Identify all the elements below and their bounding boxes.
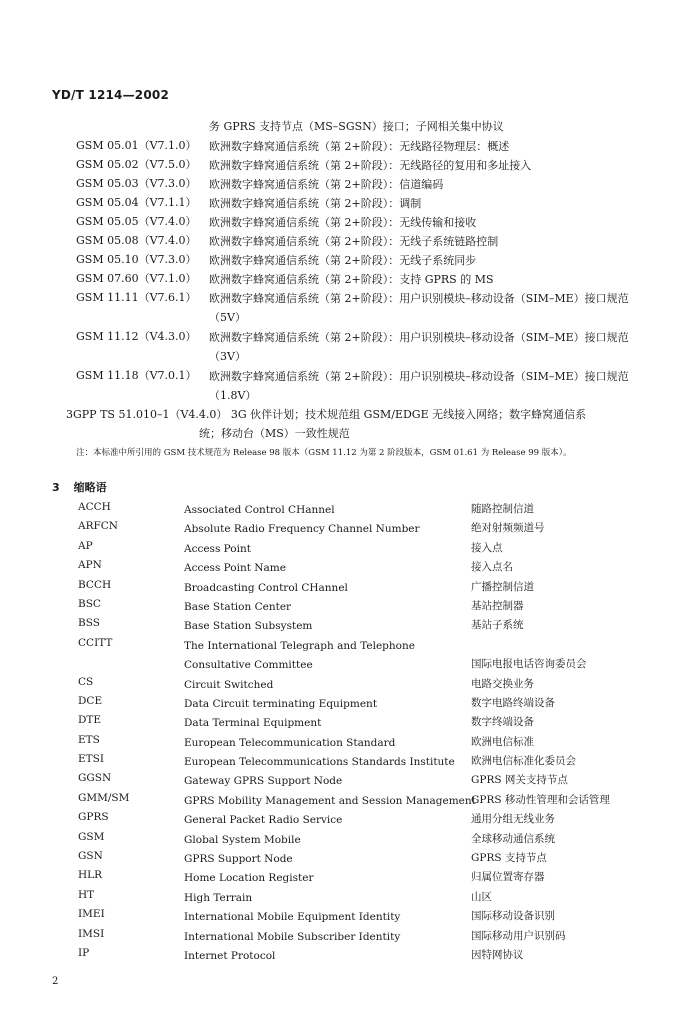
- abbreviation-code: AP: [78, 539, 93, 552]
- abbreviation-code: CS: [78, 675, 94, 688]
- abbreviation-chinese-term: 全球移动通信系统: [471, 832, 555, 845]
- abbreviation-chinese-term: 归属位置寄存器: [471, 871, 545, 884]
- abbreviation-full-term: The International Telegraph and Telephone Consultative Committee: [184, 639, 415, 672]
- abbreviation-chinese-term: 数字电路终端设备: [471, 696, 555, 709]
- reference-title: 欧洲数字蜂窝通信系统（第 2+阶段）：用户识别模块–移动设备（SIM–ME）接口规范（1.8V）: [209, 370, 629, 402]
- abbreviation-row: [78, 792, 668, 811]
- reference-code: GSM 07.60（V7.1.0）: [76, 272, 197, 285]
- abbreviation-row: [78, 617, 668, 636]
- abbreviation-full-term: Access Point Name: [184, 562, 286, 575]
- abbreviation-full-term: Access Point: [184, 542, 251, 555]
- abbreviation-code: DTE: [78, 714, 102, 727]
- section-title: 缩略语: [73, 481, 107, 494]
- abbreviation-chinese-term: 欧洲电信标准化委员会: [471, 755, 576, 768]
- abbreviation-full-term: International Mobile Equipment Identity: [184, 911, 401, 924]
- abbreviation-full-term: Data Terminal Equipment: [184, 717, 322, 730]
- abbreviation-chinese-term: 因特网协议: [471, 949, 524, 961]
- reference-code: GSM 05.03（V7.3.0）: [76, 177, 197, 190]
- abbreviation-code: GSM: [78, 830, 105, 843]
- abbreviation-row: [78, 947, 668, 966]
- reference-title: 欧洲数字蜂窝通信系统（第 2+阶段）：无线子系统链路控制: [209, 235, 499, 248]
- abbreviation-row: [78, 540, 668, 559]
- abbreviation-row: [78, 520, 668, 539]
- abbreviation-row: [78, 501, 668, 520]
- abbreviation-code: BCCH: [78, 578, 112, 591]
- abbreviation-code: ETS: [78, 733, 100, 746]
- abbreviation-row: [78, 579, 668, 598]
- reference-continuation-line: 务 GPRS 支持节点（MS–SGSN）接口；子网相关集中协议: [209, 120, 504, 133]
- abbreviation-row: [78, 559, 668, 578]
- reference-title: 欧洲数字蜂窝通信系统（第 2+阶段）：用户识别模块–移动设备（SIM–ME）接口规范（3V）: [209, 331, 629, 363]
- abbreviation-full-term: International Mobile Subscriber Identity: [184, 930, 401, 943]
- reference-code: GSM 11.12（V4.3.0）: [76, 330, 197, 343]
- reference-title: 欧洲数字蜂窝通信系统（第 2+阶段）：调制: [209, 197, 422, 210]
- abbreviation-code: HLR: [78, 869, 103, 882]
- abbreviation-code: GPRS: [78, 811, 109, 824]
- section-heading: [52, 479, 107, 495]
- abbreviation-row: [78, 734, 668, 753]
- abbreviation-full-term: High Terrain: [184, 891, 253, 904]
- abbreviation-row: [78, 772, 668, 791]
- reference-code: GSM 11.11（V7.6.1）: [76, 291, 197, 304]
- abbreviation-full-term: GPRS Mobility Management and Session Management: [184, 794, 476, 807]
- abbreviation-chinese-term: 接入点: [471, 541, 503, 554]
- abbreviation-row: [78, 908, 668, 927]
- abbreviation-chinese-term: 通用分组无线业务: [471, 813, 555, 826]
- reference-title-line2: 统；移动台（MS）一致性规范: [199, 427, 350, 440]
- abbreviation-code: GSN: [78, 850, 103, 863]
- reference-item-3gpp: [66, 406, 656, 440]
- abbreviation-full-term: Absolute Radio Frequency Channel Number: [184, 523, 420, 536]
- abbreviation-chinese-term: 国际移动设备识别: [471, 910, 555, 923]
- abbreviation-full-term: Base Station Center: [184, 600, 292, 613]
- abbreviation-code: HT: [78, 888, 95, 901]
- abbreviation-chinese-term: GPRS 支持节点: [471, 852, 547, 865]
- abbreviation-row: [78, 850, 668, 869]
- abbreviation-chinese-term: 基站控制器: [471, 599, 524, 612]
- abbreviation-chinese-term: 国际移动用户识别码: [471, 929, 566, 942]
- abbreviation-code: DCE: [78, 694, 103, 707]
- abbreviation-row: [78, 714, 668, 733]
- abbreviation-row: [78, 676, 668, 695]
- document-header-std-id: YD/T 1214—2002: [52, 88, 169, 102]
- reference-code: GSM 05.02（V7.5.0）: [76, 158, 197, 171]
- abbreviation-row: [78, 889, 668, 908]
- abbreviation-code: ETSI: [78, 753, 105, 766]
- abbreviation-full-term: Associated Control CHannel: [184, 504, 335, 516]
- abbreviation-full-term: Global System Mobile: [184, 833, 301, 846]
- abbreviation-row: [78, 928, 668, 947]
- abbreviation-chinese-term: 基站子系统: [471, 619, 524, 632]
- abbreviation-code: IMEI: [78, 908, 105, 921]
- reference-title: 欧洲数字蜂窝通信系统（第 2+阶段）：无线传输和接收: [209, 216, 477, 229]
- abbreviation-row: [78, 811, 668, 830]
- abbreviation-row: [78, 753, 668, 772]
- abbreviation-code: BSC: [78, 597, 101, 610]
- abbreviation-full-term: General Packet Radio Service: [184, 814, 343, 827]
- abbreviation-code: APN: [78, 559, 102, 572]
- abbreviation-chinese-term: GPRS 网关支持节点: [471, 774, 568, 787]
- abbreviation-full-term: Broadcasting Control CHannel: [184, 581, 348, 594]
- reference-code: GSM 11.18（V7.0.1）: [76, 369, 197, 382]
- abbreviation-full-term: Base Station Subsystem: [184, 620, 313, 633]
- abbreviation-row: [78, 637, 668, 676]
- page-number: 2: [52, 976, 59, 987]
- reference-code: GSM 05.01（V7.1.0）: [76, 139, 197, 152]
- abbreviation-row: [78, 598, 668, 617]
- reference-code: GSM 05.08（V7.4.0）: [76, 234, 197, 247]
- reference-title: 欧洲数字蜂窝通信系统（第 2+阶段）：信道编码: [209, 178, 444, 191]
- references-note: 注：本标准中所引用的 GSM 技术规范为 Release 98 版本（GSM 11.12 为第 2 阶段版本，GSM 01.61 为 Release 99 版本）。: [76, 448, 572, 458]
- abbreviations-list: [78, 501, 668, 966]
- abbreviation-full-term: GPRS Support Node: [184, 853, 293, 866]
- abbreviation-full-term: Gateway GPRS Support Node: [184, 775, 343, 788]
- abbreviation-code: ACCH: [78, 501, 111, 513]
- abbreviation-row: [78, 869, 668, 888]
- reference-title: 欧洲数字蜂窝通信系统（第 2+阶段）：支持 GPRS 的 MS: [209, 273, 494, 286]
- abbreviation-code: GGSN: [78, 772, 112, 785]
- reference-title: 欧洲数字蜂窝通信系统（第 2+阶段）：无线子系统同步: [209, 254, 477, 267]
- abbreviation-chinese-term: 绝对射频频道号: [471, 522, 545, 535]
- reference-code: GSM 05.04（V7.1.1）: [76, 196, 197, 209]
- reference-title: 欧洲数字蜂窝通信系统（第 2+阶段）：无线路径物理层：概述: [209, 140, 510, 153]
- abbreviation-chinese-term: 山区: [471, 890, 492, 903]
- abbreviation-code: BSS: [78, 617, 100, 630]
- abbreviation-full-term: Internet Protocol: [184, 950, 276, 962]
- reference-title: 欧洲数字蜂窝通信系统（第 2+阶段）：用户识别模块–移动设备（SIM–ME）接口规范（5V）: [209, 292, 629, 324]
- abbreviation-full-term: Circuit Switched: [184, 678, 274, 691]
- reference-title: 欧洲数字蜂窝通信系统（第 2+阶段）：无线路径的复用和多址接入: [209, 159, 532, 172]
- abbreviation-full-term: Home Location Register: [184, 872, 314, 885]
- abbreviation-full-term: European Telecommunications Standards Institute: [184, 756, 455, 769]
- abbreviation-full-term: European Telecommunication Standard: [184, 736, 396, 749]
- abbreviation-chinese-term: 随路控制信道: [471, 503, 534, 515]
- abbreviation-full-term: Data Circuit terminating Equipment: [184, 697, 378, 710]
- abbreviation-code: CCITT: [78, 636, 113, 649]
- section-number: 3: [52, 481, 60, 494]
- abbreviation-code: ARFCN: [78, 520, 118, 533]
- abbreviation-chinese-term: 广播控制信道: [471, 580, 534, 593]
- abbreviation-chinese-term: GPRS 移动性管理和会话管理: [471, 793, 610, 806]
- abbreviation-row: [78, 831, 668, 850]
- abbreviation-code: IP: [78, 947, 90, 959]
- reference-title-line1: 3G 伙伴计划；技术规范组 GSM/EDGE 无线接入网络；数字蜂窝通信系: [230, 408, 587, 421]
- abbreviation-code: IMSI: [78, 927, 105, 940]
- reference-code: GSM 05.05（V7.4.0）: [76, 215, 197, 228]
- reference-code: 3GPP TS 51.010–1（V4.4.0）: [66, 408, 228, 421]
- abbreviation-chinese-term: 电路交换业务: [471, 677, 534, 690]
- abbreviation-chinese-term: 欧洲电信标准: [471, 735, 534, 748]
- abbreviation-row: [78, 695, 668, 714]
- abbreviation-code: GMM/SM: [78, 791, 130, 804]
- abbreviation-chinese-term: 接入点名: [471, 561, 513, 574]
- abbreviation-chinese-term: 国际电报电话咨询委员会: [471, 658, 587, 671]
- reference-code: GSM 05.10（V7.3.0）: [76, 253, 197, 266]
- abbreviation-chinese-term: 数字终端设备: [471, 716, 534, 729]
